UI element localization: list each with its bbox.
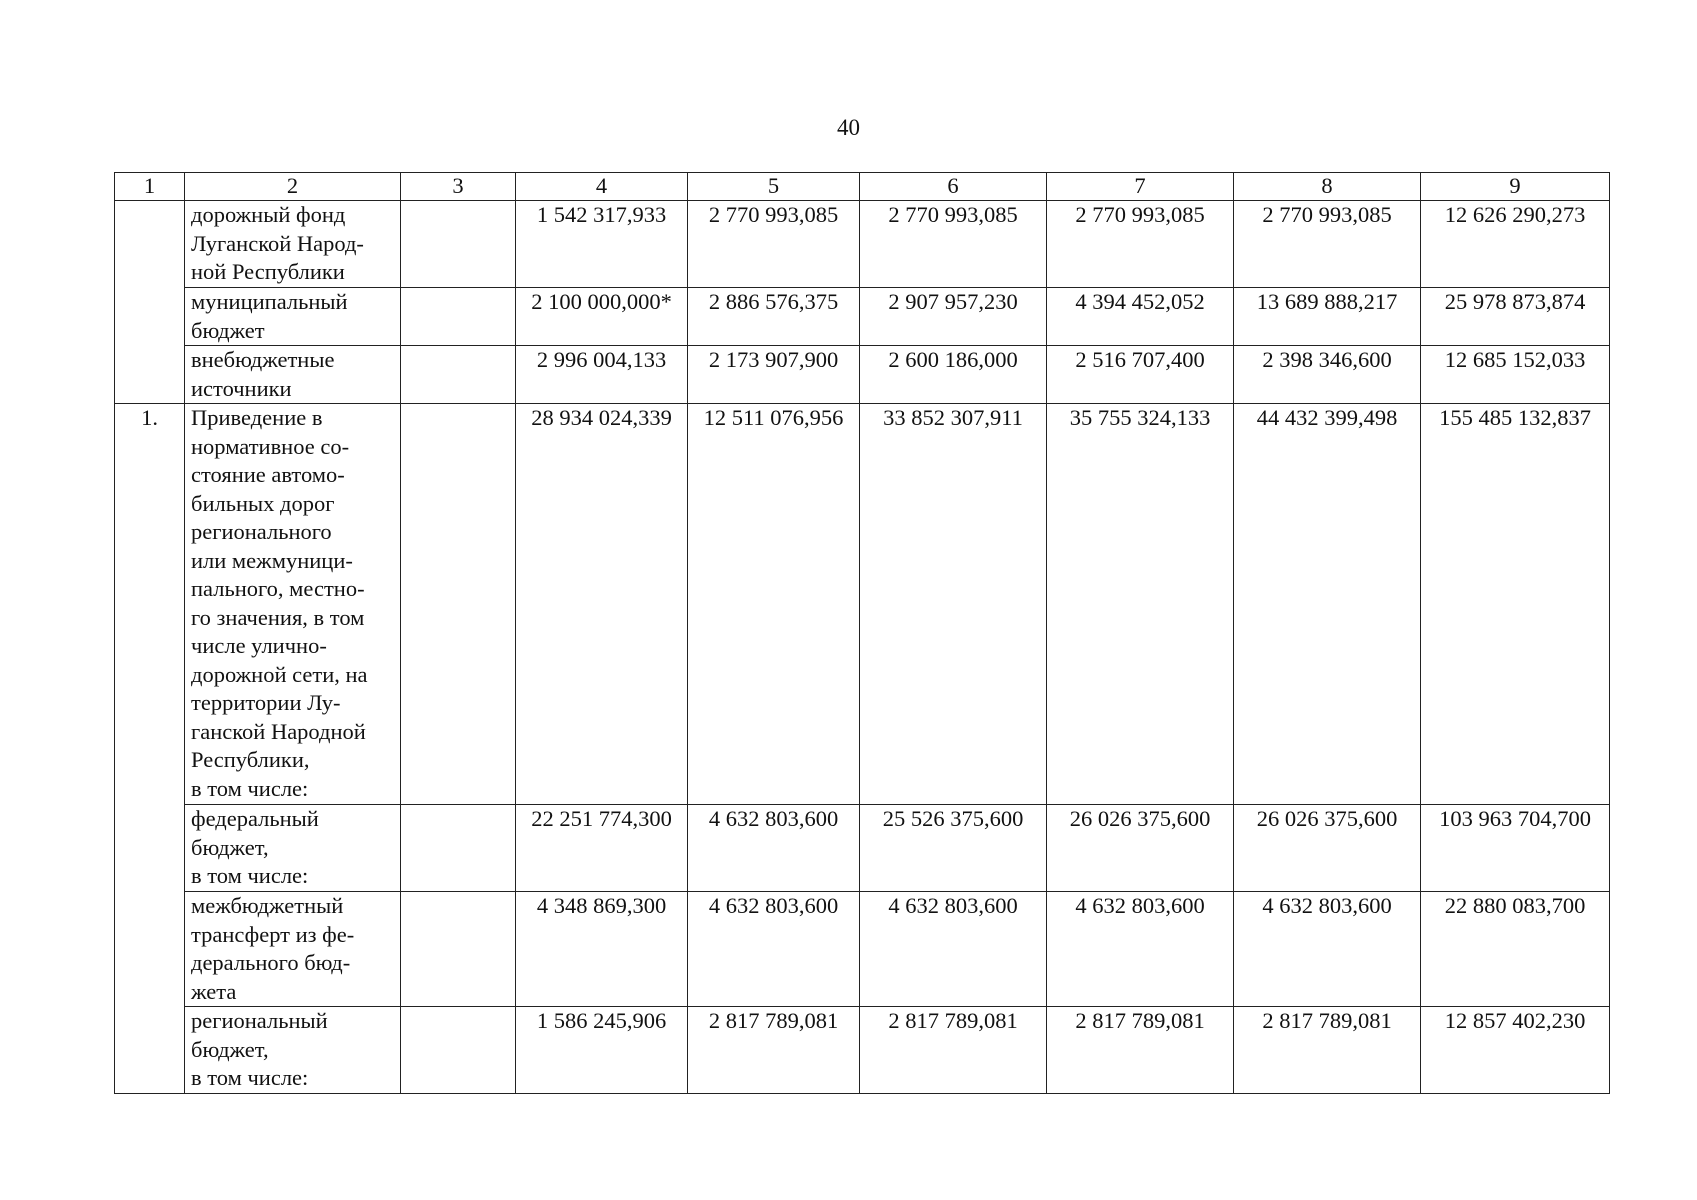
header-cell: 4	[516, 173, 688, 201]
row-number-cell: 1.	[115, 404, 185, 1094]
header-cell: 3	[401, 173, 516, 201]
amount-cell: 22 251 774,300	[516, 805, 688, 892]
total-amount-cell: 12 626 290,273	[1421, 201, 1610, 288]
amount-cell: 4 632 803,600	[1234, 892, 1421, 1007]
amount-cell: 2 817 789,081	[688, 1007, 860, 1094]
amount-cell: 2 516 707,400	[1047, 346, 1234, 404]
total-amount-cell: 22 880 083,700	[1421, 892, 1610, 1007]
amount-cell: 25 526 375,600	[860, 805, 1047, 892]
amount-cell: 2 100 000,000*	[516, 288, 688, 346]
table-row	[115, 404, 1610, 805]
executor-cell	[401, 404, 516, 805]
header-cell: 8	[1234, 173, 1421, 201]
funding-source-label: внебюджетные источники	[185, 346, 401, 404]
amount-cell: 2 770 993,085	[1047, 201, 1234, 288]
amount-cell: 2 907 957,230	[860, 288, 1047, 346]
total-amount-cell: 12 857 402,230	[1421, 1007, 1610, 1094]
amount-cell: 2 886 576,375	[688, 288, 860, 346]
table-row	[115, 1007, 1610, 1094]
table-row	[115, 892, 1610, 1007]
funding-source-label: региональный бюджет, в том числе:	[185, 1007, 401, 1094]
executor-cell	[401, 288, 516, 346]
table-row	[115, 346, 1610, 404]
executor-cell	[401, 346, 516, 404]
table-row	[115, 288, 1610, 346]
amount-cell: 26 026 375,600	[1234, 805, 1421, 892]
amount-cell: 2 996 004,133	[516, 346, 688, 404]
amount-cell: 2 173 907,900	[688, 346, 860, 404]
amount-cell: 2 817 789,081	[860, 1007, 1047, 1094]
amount-cell: 2 600 186,000	[860, 346, 1047, 404]
total-amount-cell: 12 685 152,033	[1421, 346, 1610, 404]
amount-cell: 4 632 803,600	[860, 892, 1047, 1007]
column-number-header-row	[115, 173, 1610, 201]
table-row	[115, 805, 1610, 892]
amount-cell: 2 817 789,081	[1234, 1007, 1421, 1094]
row-number-cell	[115, 201, 185, 404]
total-amount-cell: 103 963 704,700	[1421, 805, 1610, 892]
executor-cell	[401, 892, 516, 1007]
amount-cell: 33 852 307,911	[860, 404, 1047, 805]
header-cell: 9	[1421, 173, 1610, 201]
measure-description: Приведение в нормативное со- стояние автомо- бильных дорог регионального или межмуници- пального, местно- го значения, в том числе улично- дорожной сети, на территории Лу- ганской Народной Республики, в том числе:	[185, 404, 401, 805]
executor-cell	[401, 805, 516, 892]
amount-cell: 4 632 803,600	[688, 892, 860, 1007]
funding-source-label: федеральный бюджет, в том числе:	[185, 805, 401, 892]
amount-cell: 2 398 346,600	[1234, 346, 1421, 404]
header-cell: 5	[688, 173, 860, 201]
header-cell: 1	[115, 173, 185, 201]
table-row	[115, 201, 1610, 288]
header-cell: 7	[1047, 173, 1234, 201]
header-cell: 2	[185, 173, 401, 201]
amount-cell: 4 632 803,600	[688, 805, 860, 892]
funding-source-label: межбюджетный трансферт из фе- дерального бюд- жета	[185, 892, 401, 1007]
funding-source-label: муниципальный бюджет	[185, 288, 401, 346]
executor-cell	[401, 201, 516, 288]
amount-cell: 4 632 803,600	[1047, 892, 1234, 1007]
budget-table	[114, 172, 1610, 1094]
total-amount-cell: 25 978 873,874	[1421, 288, 1610, 346]
amount-cell: 2 817 789,081	[1047, 1007, 1234, 1094]
amount-cell: 2 770 993,085	[1234, 201, 1421, 288]
amount-cell: 26 026 375,600	[1047, 805, 1234, 892]
amount-cell: 13 689 888,217	[1234, 288, 1421, 346]
page-number: 40	[837, 115, 860, 140]
amount-cell: 2 770 993,085	[688, 201, 860, 288]
amount-cell: 1 586 245,906	[516, 1007, 688, 1094]
total-amount-cell: 155 485 132,837	[1421, 404, 1610, 805]
amount-cell: 4 394 452,052	[1047, 288, 1234, 346]
amount-cell: 1 542 317,933	[516, 201, 688, 288]
amount-cell: 28 934 024,339	[516, 404, 688, 805]
amount-cell: 2 770 993,085	[860, 201, 1047, 288]
amount-cell: 12 511 076,956	[688, 404, 860, 805]
funding-source-label: дорожный фонд Луганской Народ- ной Республики	[185, 201, 401, 288]
amount-cell: 44 432 399,498	[1234, 404, 1421, 805]
header-cell: 6	[860, 173, 1047, 201]
amount-cell: 4 348 869,300	[516, 892, 688, 1007]
amount-cell: 35 755 324,133	[1047, 404, 1234, 805]
executor-cell	[401, 1007, 516, 1094]
